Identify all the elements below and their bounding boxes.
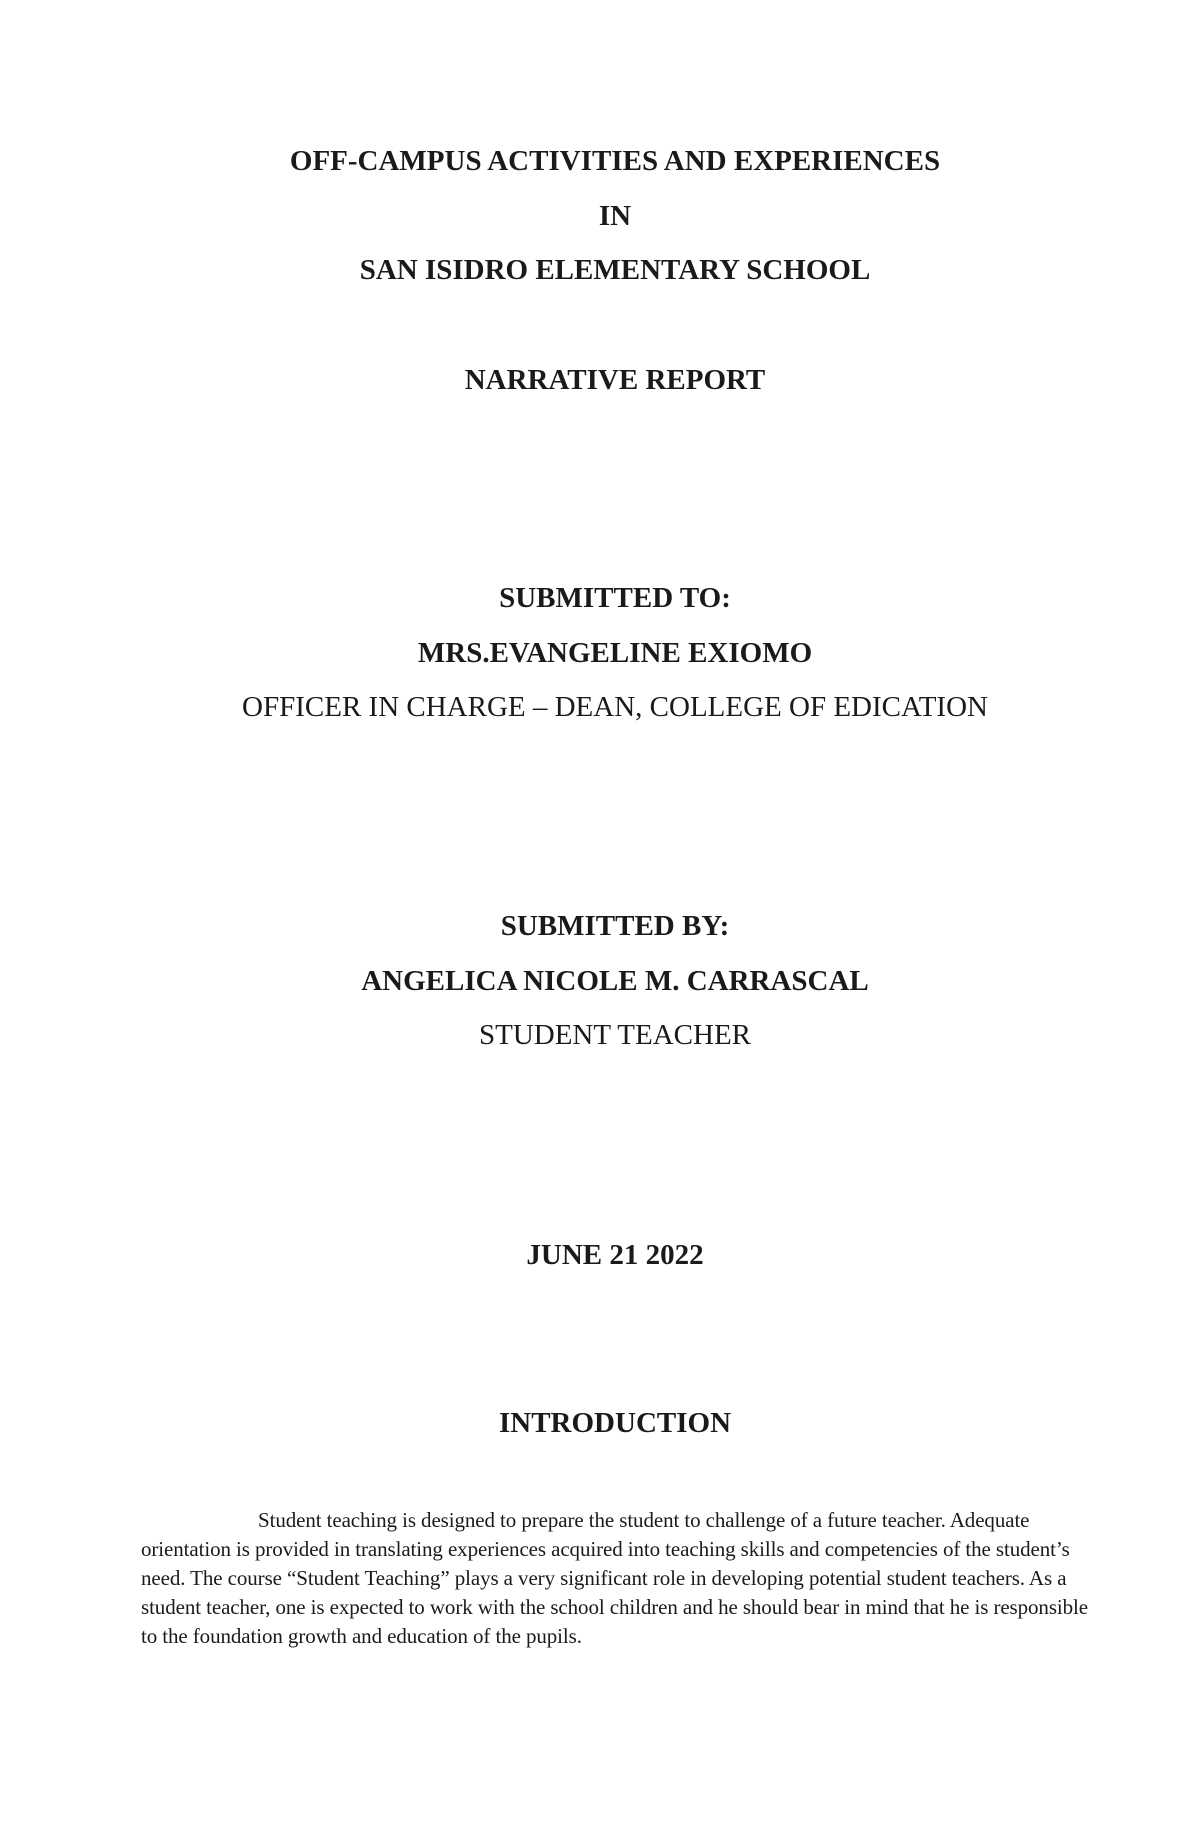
report-date: JUNE 21 2022 [526, 1239, 704, 1271]
introduction-paragraph: Student teaching is designed to prepare the student to challenge of a future teacher. Adequate orientation is provided in translating experiences acquired into teaching skills and competencies of the student’s need. The course “Student Teaching” plays a very significant role in developing potential student teachers. As a student teacher, one is expected to work with the school children and he should bear in mind that he is responsible to the foundation growth and education of the pupils. [141, 1508, 1088, 1648]
introduction-heading: INTRODUCTION [498, 1407, 732, 1439]
submitted-to-name: MRS.EVANGELINE EXIOMO [417, 637, 813, 669]
submitted-to-position: OFFICER IN CHARGE – DEAN, COLLEGE OF EDICATION [242, 691, 988, 723]
submitted-to-heading: SUBMITTED TO: [499, 582, 731, 614]
report-type: NARRATIVE REPORT [464, 364, 766, 396]
submitted-by-position: STUDENT TEACHER [478, 1019, 752, 1051]
submitted-by-name: ANGELICA NICOLE M. CARRASCAL [361, 965, 869, 997]
title-line-1: OFF-CAMPUS ACTIVITIES AND EXPERIENCES [289, 145, 941, 177]
title-line-3: SAN ISIDRO ELEMENTARY SCHOOL [359, 254, 871, 286]
title-line-2: IN [598, 200, 632, 232]
submitted-by-heading: SUBMITTED BY: [500, 910, 730, 942]
